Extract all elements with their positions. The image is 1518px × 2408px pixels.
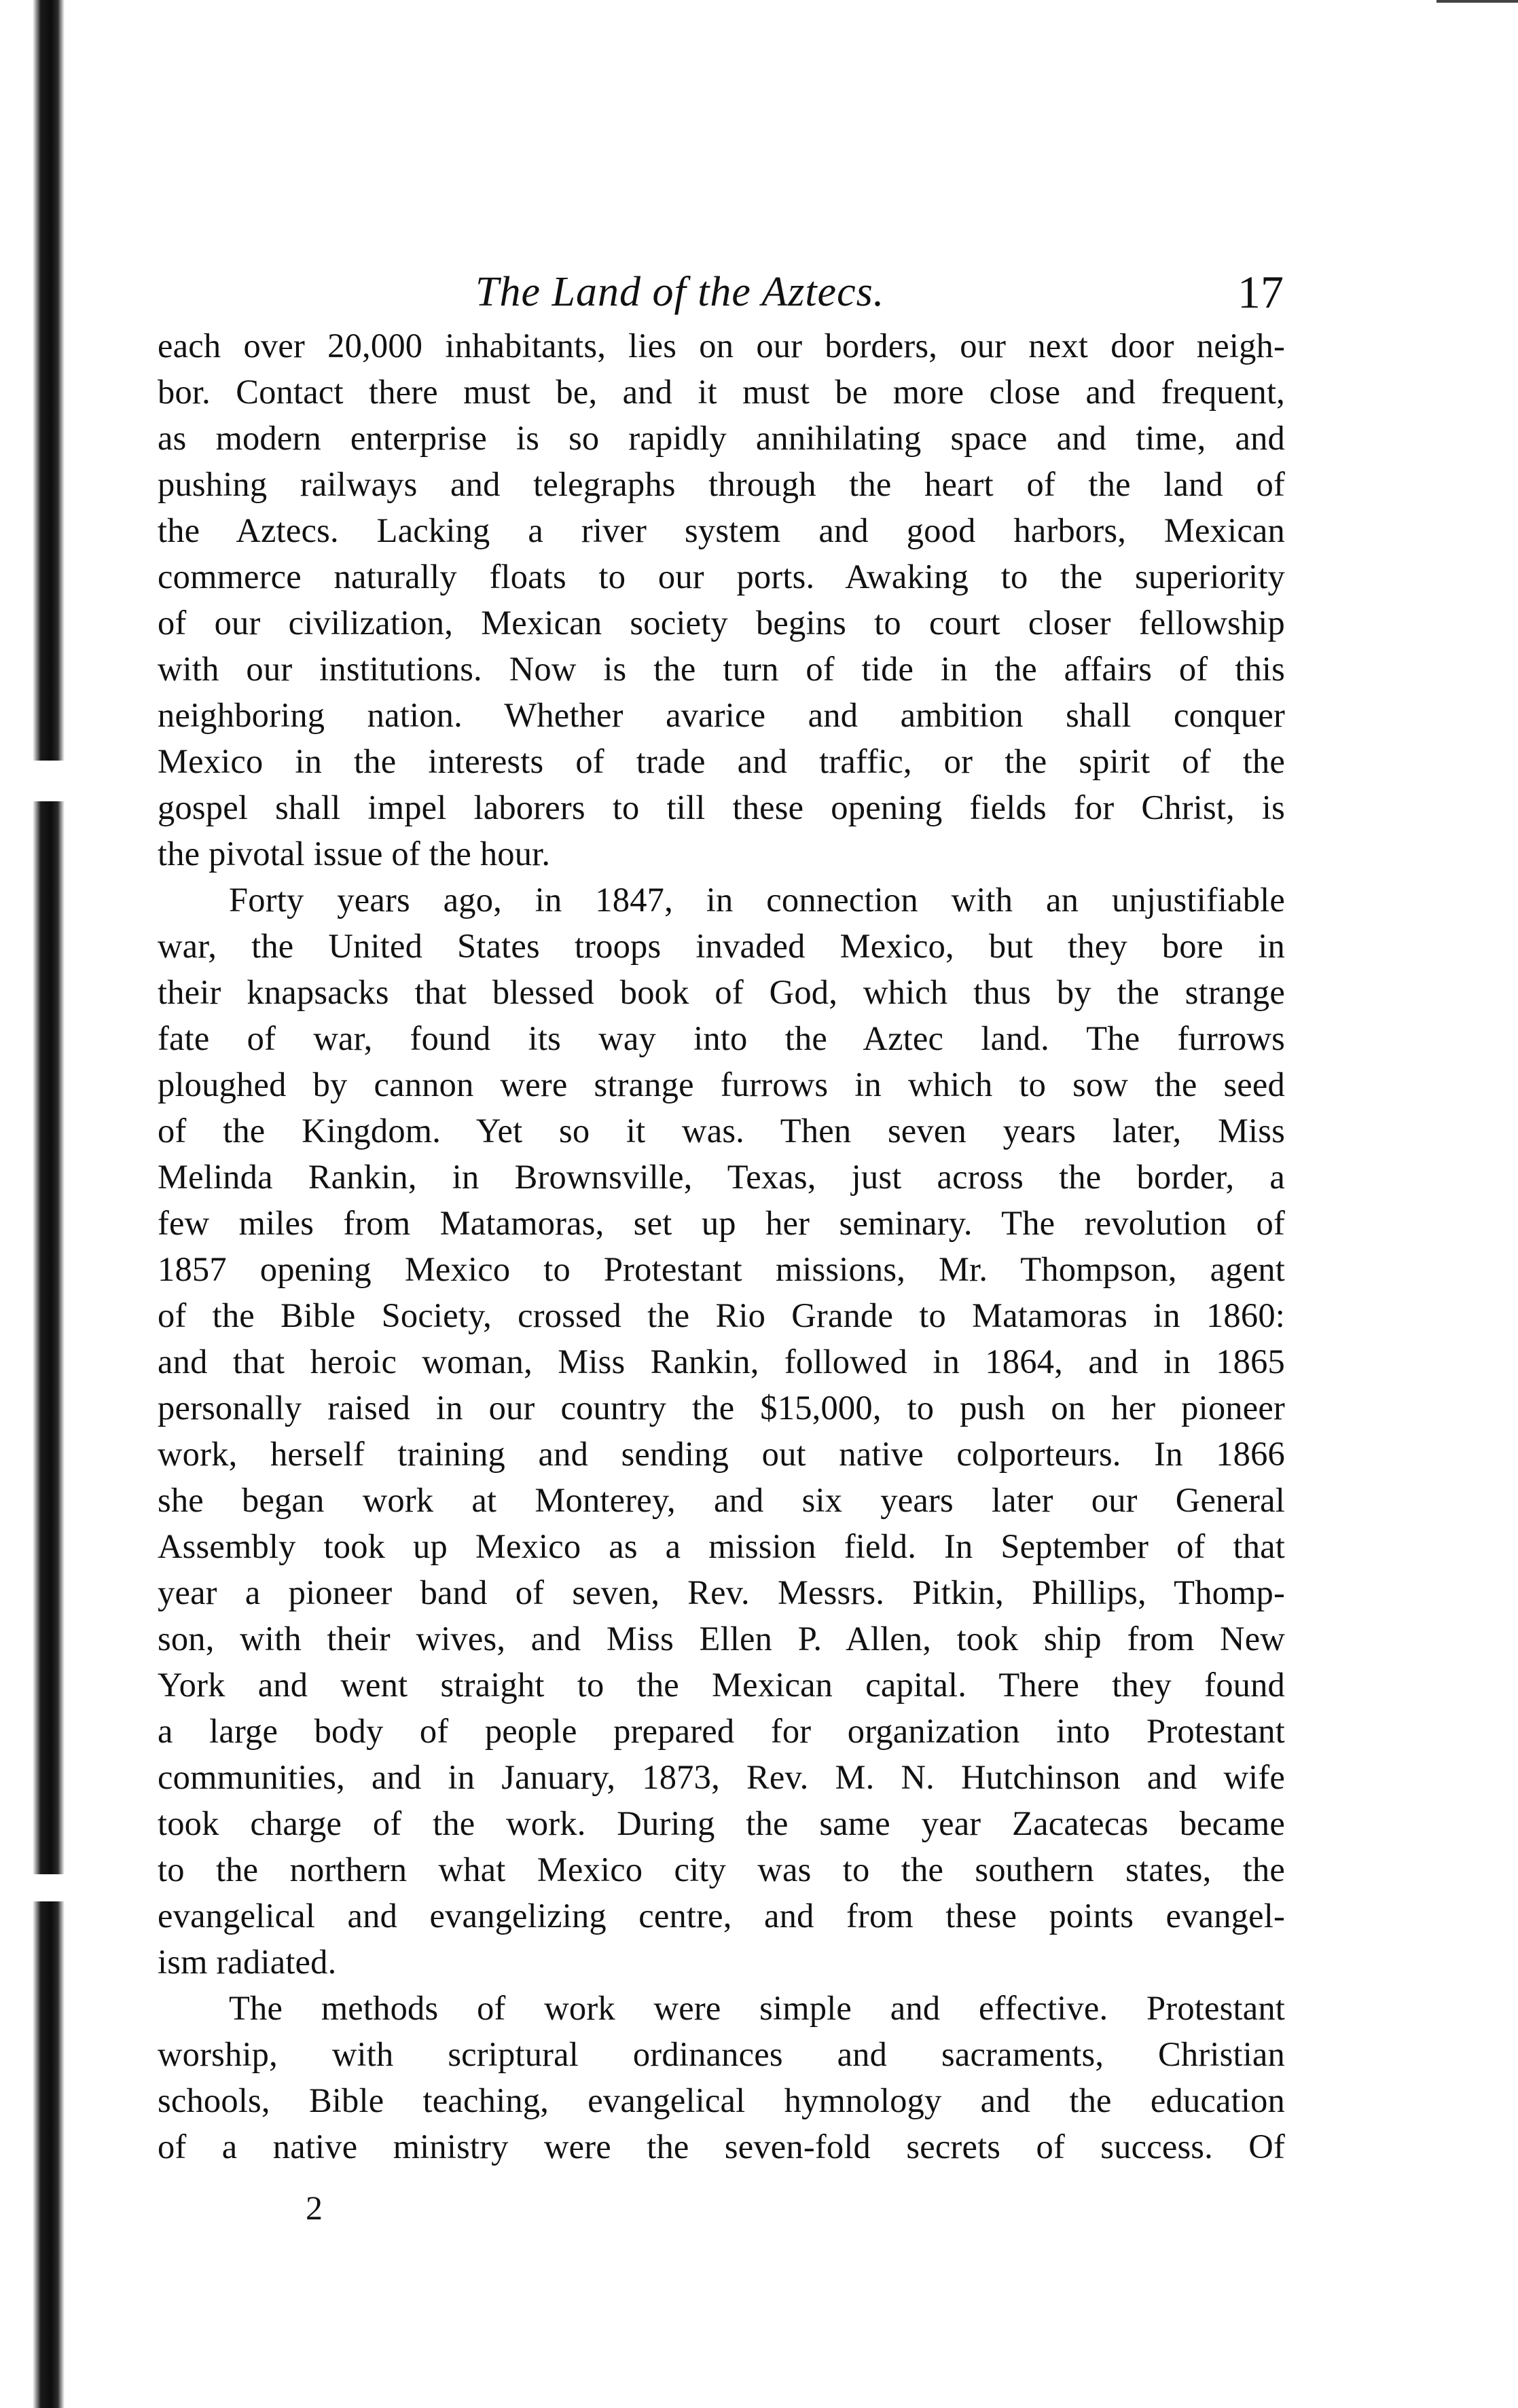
text-line: of the Kingdom. Yet so it was. Then seven years later, Miss bbox=[158, 1112, 1285, 1150]
text-line: Assembly took up Mexico as a mission field. In September of that bbox=[158, 1527, 1285, 1565]
text-line: ism radiated. bbox=[158, 1943, 337, 1981]
text-line: 1857 opening Mexico to Protestant missions, Mr. Thompson, agent bbox=[158, 1250, 1285, 1288]
page-header bbox=[136, 268, 1284, 329]
text-line: schools, Bible teaching, evangelical hymnology and the education bbox=[158, 2081, 1285, 2119]
text-line: fate of war, found its way into the Aztec land. The furrows bbox=[158, 1019, 1285, 1057]
text-line: the pivotal issue of the hour. bbox=[158, 835, 551, 873]
text-line: ploughed by cannon were strange furrows in which to sow the seed bbox=[158, 1065, 1285, 1103]
text-line: to the northern what Mexico city was to the southern states, the bbox=[158, 1850, 1285, 1889]
text-line: as modern enterprise is so rapidly annihilating space and time, and bbox=[158, 419, 1285, 457]
text-line: evangelical and evangelizing centre, and from these points evangel- bbox=[158, 1897, 1285, 1935]
signature-mark: 2 bbox=[306, 2189, 323, 2227]
text-line: few miles from Matamoras, set up her seminary. The revolution of bbox=[158, 1204, 1285, 1242]
text-line: Mexico in the interests of trade and traffic, or the spirit of the bbox=[158, 742, 1285, 780]
binding-edge bbox=[0, 0, 65, 2408]
top-rule bbox=[1436, 0, 1518, 3]
text-line: Forty years ago, in 1847, in connection with an unjustifiable bbox=[229, 881, 1285, 919]
text-line: Melinda Rankin, in Brownsville, Texas, just across the border, a bbox=[158, 1158, 1285, 1196]
text-line: of the Bible Society, crossed the Rio Grande to Matamoras in 1860: bbox=[158, 1296, 1285, 1334]
text-line: year a pioneer band of seven, Rev. Messrs. Pitkin, Phillips, Thomp- bbox=[158, 1573, 1285, 1611]
binding-gap bbox=[27, 1874, 68, 1901]
page-number: 17 bbox=[1237, 266, 1284, 318]
running-title: The Land of the Aztecs. bbox=[475, 269, 885, 315]
body-text bbox=[158, 323, 1285, 2170]
text-line: each over 20,000 inhabitants, lies on our borders, our next door neigh- bbox=[158, 327, 1285, 365]
text-line: war, the United States troops invaded Mexico, but they bore in bbox=[158, 927, 1285, 965]
text-line: work, herself training and sending out native colporteurs. In 1866 bbox=[158, 1435, 1285, 1473]
text-line: pushing railways and telegraphs through the heart of the land of bbox=[158, 465, 1285, 503]
text-line: personally raised in our country the $15,000, to push on her pioneer bbox=[158, 1389, 1285, 1427]
text-line: with our institutions. Now is the turn of tide in the affairs of this bbox=[158, 650, 1285, 688]
binding-gap bbox=[27, 761, 68, 801]
text-line: son, with their wives, and Miss Ellen P. Allen, took ship from New bbox=[158, 1620, 1285, 1658]
text-line: took charge of the work. During the same year Zacatecas became bbox=[158, 1804, 1285, 1842]
text-line: a large body of people prepared for organization into Protestant bbox=[158, 1712, 1285, 1750]
text-line: and that heroic woman, Miss Rankin, followed in 1864, and in 1865 bbox=[158, 1343, 1285, 1381]
text-line: of a native ministry were the seven-fold secrets of success. Of bbox=[158, 2128, 1285, 2166]
text-line: gospel shall impel laborers to till these opening fields for Christ, is bbox=[158, 788, 1285, 826]
text-line: commerce naturally floats to our ports. Awaking to the superiority bbox=[158, 558, 1285, 596]
text-line: worship, with scriptural ordinances and sacraments, Christian bbox=[158, 2035, 1285, 2073]
text-line: York and went straight to the Mexican capital. There they found bbox=[158, 1666, 1285, 1704]
text-line: their knapsacks that blessed book of God, which thus by the strange bbox=[158, 973, 1285, 1011]
text-line: communities, and in January, 1873, Rev. M. N. Hutchinson and wife bbox=[158, 1758, 1285, 1796]
text-line: she began work at Monterey, and six years later our General bbox=[158, 1481, 1285, 1519]
text-line: The methods of work were simple and effective. Protestant bbox=[229, 1989, 1285, 2027]
text-line: of our civilization, Mexican society begins to court closer fellowship bbox=[158, 604, 1285, 642]
text-line: neighboring nation. Whether avarice and ambition shall conquer bbox=[158, 696, 1285, 734]
text-line: the Aztecs. Lacking a river system and good harbors, Mexican bbox=[158, 511, 1285, 549]
text-line: bor. Contact there must be, and it must be more close and frequent, bbox=[158, 373, 1285, 411]
